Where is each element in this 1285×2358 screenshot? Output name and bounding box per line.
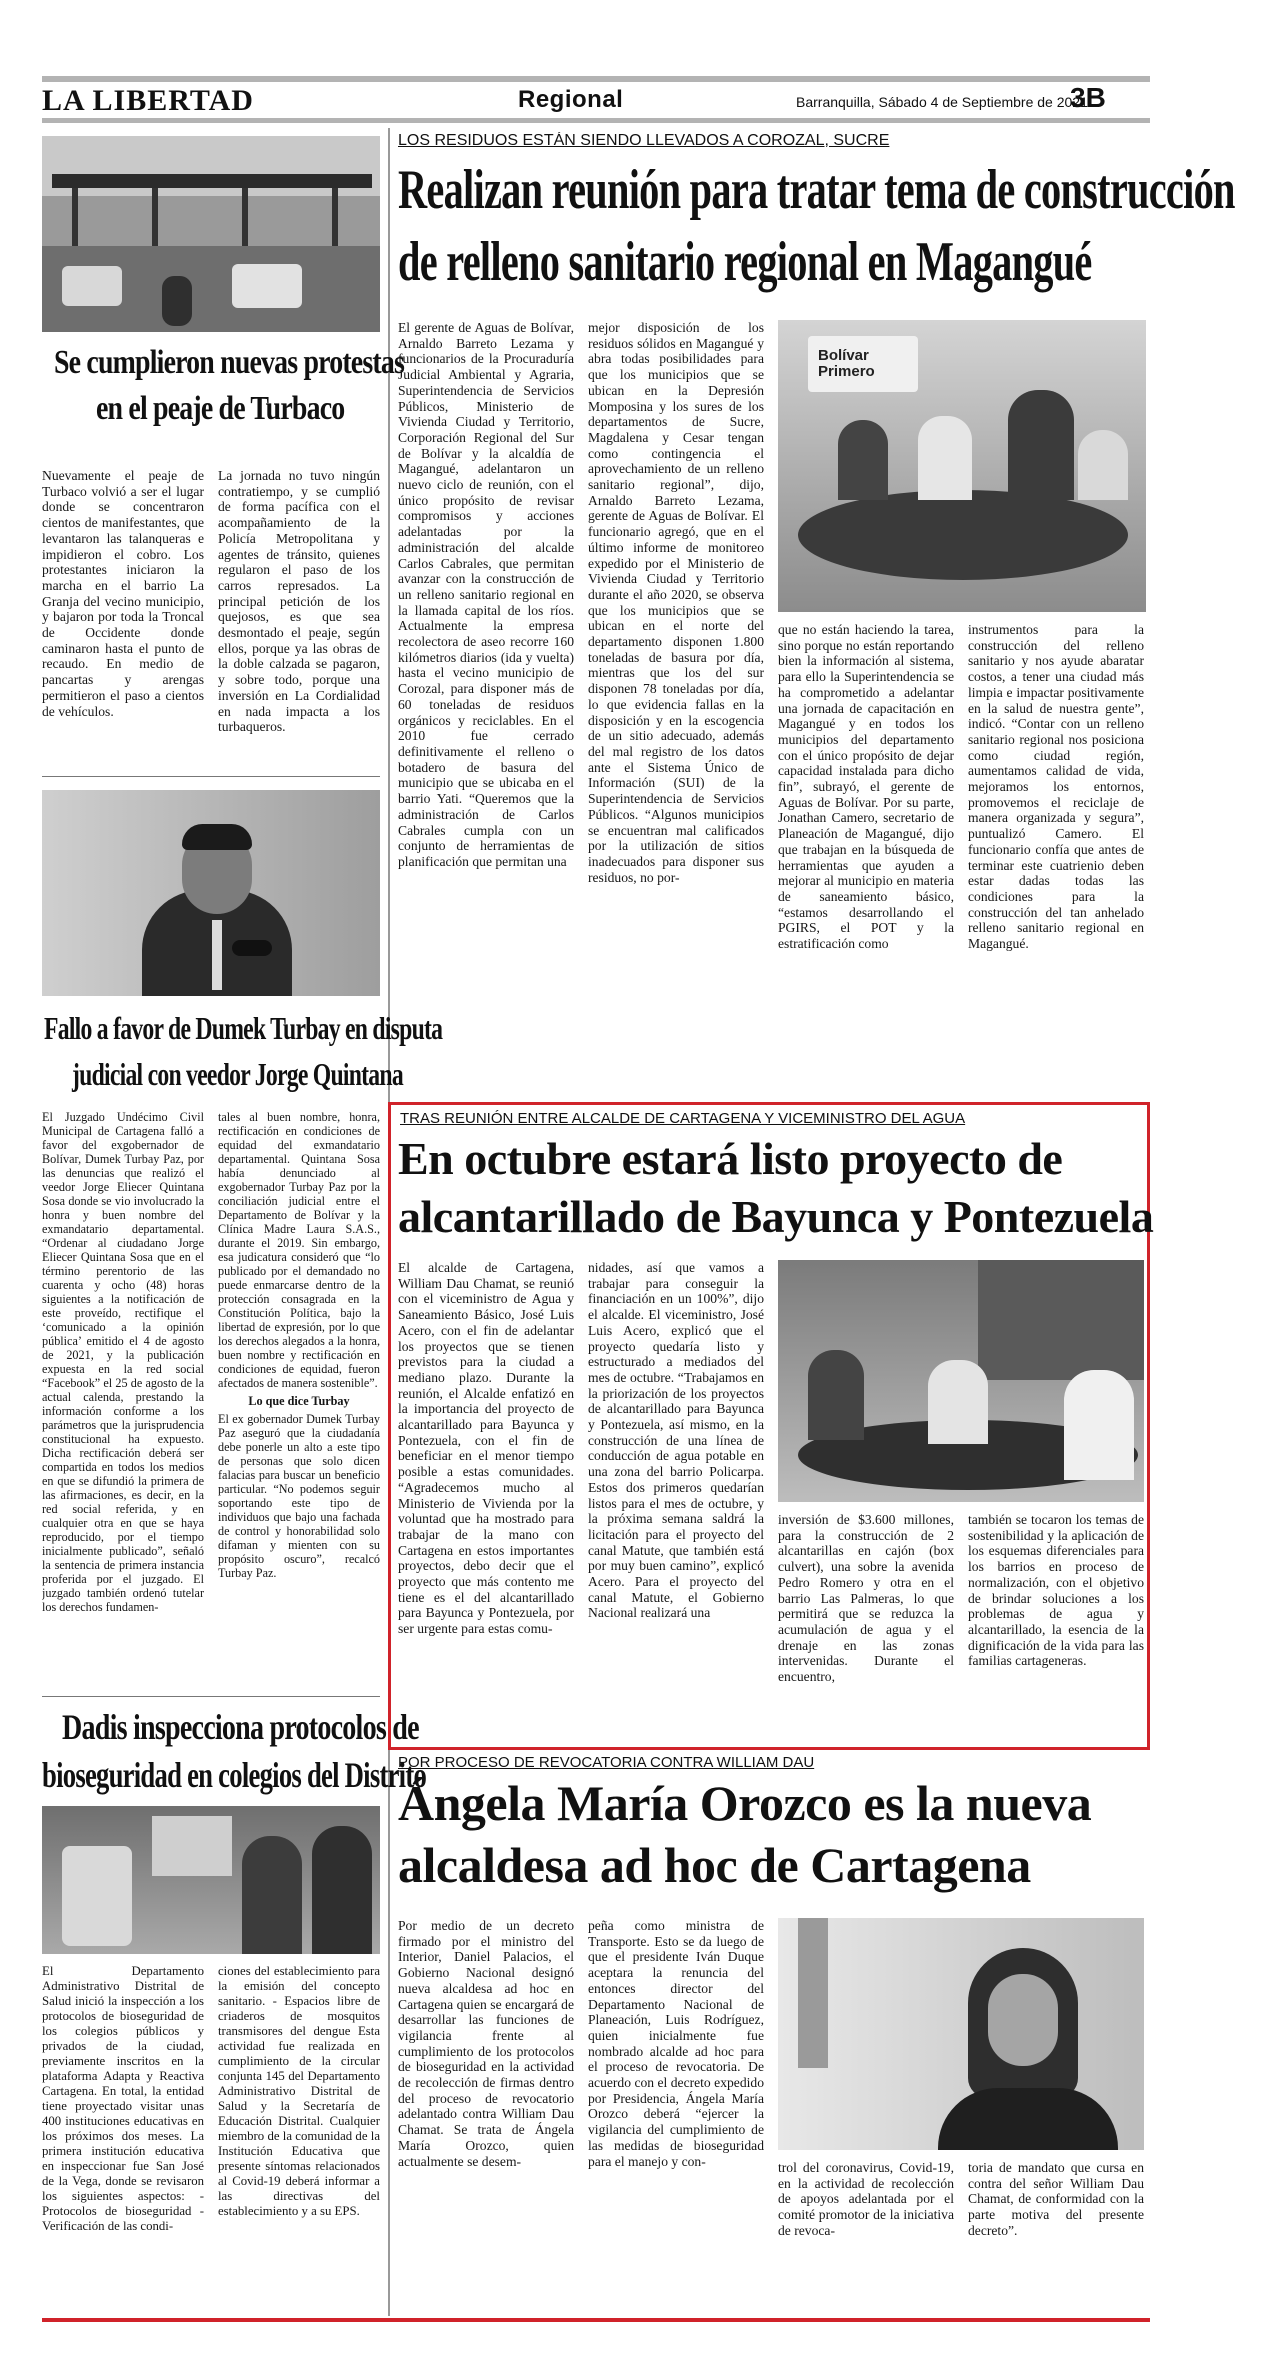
angela-column-1: Por medio de un decreto firmado por el ministro del Interior, Daniel Palacios, el Gobierno Nacional designó nueva alcaldesa ad hoc en Cartagena quien se encargará de desarrollar las funciones de vigilancia frente al cumplimiento de los protocolos de bioseguridad en la actividad de recolección de firmas dentro del proceso de revocatorio adelantado contra William Dau Chamat. Se trata de Ángela María Orozco, quien actualmente se desem- — [398, 1918, 574, 2169]
dadis-headline-line2: bioseguridad en colegios del Distrito — [42, 1755, 427, 1795]
angela-headline-line2: alcaldesa ad hoc de Cartagena — [398, 1837, 1031, 1893]
alcalde-viceministro-meeting-photo — [778, 1260, 1144, 1502]
bayunca-headline-line2: alcantarillado de Bayunca y Pontezuela — [398, 1191, 1154, 1242]
bayunca-kicker: TRAS REUNIÓN ENTRE ALCALDE DE CARTAGENA Y VICEMINISTRO DEL AGUA — [400, 1110, 966, 1127]
dumek-subhead: Lo que dice Turbay — [248, 1394, 350, 1408]
relleno-kicker: LOS RESIDUOS ESTÁN SIENDO LLEVADOS A COROZAL, SUCRE — [398, 132, 890, 149]
dateline: Barranquilla, Sábado 4 de Septiembre de 2021 — [796, 94, 1088, 110]
bayunca-column-4: también se tocaron los temas de sostenibilidad y la aplicación de los esquemas diferenciales para los barrios en proceso de normalización, con el objetivo de brindar soluciones a los problemas de agua y alcantarillado, la esencia de la dignificación de la vida para las familias cartageneras. — [968, 1512, 1144, 1669]
angela-column-3: trol del coronavirus, Covid-19, en la actividad de recolección de apoyos adelantada por el comité promotor de la iniciativa de revoca- — [778, 2160, 954, 2238]
angela-column-2: peña como ministra de Transporte. Esto se da luego de que el presidente Iván Duque aceptara la renuncia del entonces director del Departamento Nacional de Planeación, Luis Rodríguez, quien inicialmente fue nombrado alcalde ad hoc para el proceso de revocatoria. De acuerdo con el decreto expedido por Presidencia, Ángela María Orozco deberá “ejercer la vigilancia del cumplimiento de las medidas de bioseguridad para el manejo y con- — [588, 1918, 764, 2169]
relleno-column-3: que no están haciendo la tarea, sino porque no están reportando bien la información al sistema, para ello la Superintendencia se ha comprometido a adelantar una jornada de capacitación en Magangué y en todos los municipios del departamento con el único propósito de dejar capacidad instalada para dicho fin”, subrayó, el gerente de Aguas de Bolívar. Por su parte, Jonathan Camero, secretario de Planeación de Magangué, dijo que trabajan en la búsqueda de herramientas que ayuden a mejorar al municipio en materia de saneamiento básico, “estamos desarrollando el PGIRS, el POT y la estratificación como — [778, 622, 954, 952]
masthead: LA LIBERTAD — [42, 84, 254, 117]
angela-kicker: POR PROCESO DE REVOCATORIA CONTRA WILLIAM DAU — [398, 1754, 815, 1771]
toll-booth-photo — [42, 136, 380, 332]
turbaco-headline-line2: en el peaje de Turbaco — [96, 390, 345, 427]
angela-maria-orozco-photo — [778, 1918, 1144, 2150]
turbaco-column-1: Nuevamente el peaje de Turbaco volvió a ser el lugar donde se concentraron cientos de manifestantes, que levantaron las talanqueras e impidieron el cobro. Los protestantes iniciaron la marcha en el barrio La Granja del vecino municipio, y bajaron por toda la Troncal de Occidente donde caminaron hasta el punto de recaudo. En medio de pancartas y arengas permitieron el paso a cientos de vehículos. — [42, 468, 204, 719]
relleno-column-2: mejor disposición de los residuos sólidos en Magangué y abra todas posibilidades para que los municipios que se ubican en la Depresión Momposina y los sures de los departamentos de Sucre, Magdalena y Cesar tengan como contingencia el aprovechamiento de un relleno sanitario regional”, dijo, Arnaldo Barreto Lezama, gerente de Aguas de Bolívar. El funcionario agregó, que en el último informe de monitoreo expedido por el Ministerio de Vivienda Ciudad y Territorio durante el año 2020, se observa que los municipios que se ubican en el norte del departamento disponen 1.800 toneladas de basura por día, mientras que los del sur disponen 78 toneladas por día, lo que evidencia fallas en la disposición y en la escogencia de un sitio adecuado, además del mal registro de los datos ante el Sistema Único de Información (SUI) de la Superintendencia de Servicios Públicos. “Algunos municipios se encuentran mal calificados por la utilización de sitios inadecuados para disponer sus residuos, no por- — [588, 320, 764, 885]
section-divider — [42, 776, 380, 777]
dumek-column-2b: El ex gobernador Dumek Turbay Paz aseguró que la ciudadanía debe ponerle un alto a este tipo de personas que solo dicen falacias para buscar un beneficio particular. “No podemos seguir soportando este tipo de individuos que bajo una fachada de control y honorabilidad solo difaman y mienten con su propósito oscuro”, recalcó Turbay Paz. — [218, 1412, 380, 1580]
header-bottom-rule — [42, 118, 1150, 123]
dumek-column-1: El Juzgado Undécimo Civil Municipal de Cartagena falló a favor del exgobernador de Bolívar, Dumek Turbay Paz, por las denuncias que realizó el veedor Jorge Eliecer Quintana Sosa donde se vio involucrado la honra y buen nombre del exmandatario departamental. “Ordenar al ciudadano Jorge Eliecer Quintana Sosa que en el término perentorio de las cuarenta y ocho (48) horas siguientes a la notificación de este proveído, rectifique el ‘comunicado a la opinión pública’ emitido el 4 de agosto de 2021, y la publicación expuesta en la red social “Facebook” el 25 de agosto de la actual calenda, prestando la información conforme a los parámetros que la jurisprudencia constitucional ha expuesto. Dicha rectificación deberá ser compartida en todos los medios en que se difundió la primera de las afirmaciones, es decir, en la red social referida, y en cualquier otra en que se haya reproducido, por el tiempo inicialmente publicado”, señaló la sentencia de primera instancia proferida por el juzgado. El juzgado también ordenó tutelar los derechos fundamen- — [42, 1110, 204, 1614]
meeting-magangue-photo — [778, 320, 1146, 612]
dumek-headline-line2: judicial con veedor Jorge Quintana — [72, 1056, 403, 1092]
dadis-column-2: ciones del establecimiento para la emisión del concepto sanitario. - Espacios libre de criaderos de mosquitos transmisores del dengue Esta actividad fue realizada en cumplimiento de la circular conjunta 145 del Departamento Administrativo Distrital de Salud y la Secretaría de Educación Distrital. Cualquier miembro de la comunidad de la Institución Educativa que presente síntomas relacionados al Covid-19 deberá informar a las directivas del establecimiento y a su EPS. — [218, 1964, 380, 2218]
dumek-headline-line1: Fallo a favor de Dumek Turbay en disputa — [44, 1010, 443, 1046]
bayunca-headline-line1: En octubre estará listo proyecto de — [398, 1133, 1063, 1184]
section-divider — [42, 1696, 380, 1697]
dadis-headline-line1: Dadis inspecciona protocolos de — [62, 1707, 419, 1747]
angela-column-4: toria de mandato que cursa en contra del señor William Dau Chamat, de conformidad con la parte motiva del presente decreto”. — [968, 2160, 1144, 2238]
dumek-turbay-photo — [42, 790, 380, 996]
section-name: Regional — [518, 86, 624, 113]
dadis-column-1: El Departamento Administrativo Distrital de Salud inició la inspección a los protocolos de bioseguridad de los colegios públicos y privados de la ciudad, previamente inscritos en la plataforma Adapta y Reactiva Cartagena. En total, la entidad tiene proyectado visitar unas 400 instituciones educativas en los próximos dos meses. La primera institución educativa en inspeccionar fue San José de la Vega, donde se revisaron los siguientes aspectos: - Protocolos de bioseguridad - Verificación de las condi- — [42, 1964, 204, 2233]
turbaco-column-2: La jornada no tuvo ningún contratiempo, y se cumplió de forma pacífica con el acompañamiento de la Policía Metropolitana y agentes de tránsito, quienes regularon el paso de los carros represados. La principal petición de los quejosos, es que sea desmontado el peaje, según ellos, porque ya las obras de la doble calzada se pagaron, y sobre todo, porque una inversión en La Cordialidad en nada impacta a los turbaqueros. — [218, 468, 380, 735]
bottom-rule — [42, 2318, 1150, 2322]
relleno-headline-line1: Realizan reunión para tratar tema de construcción — [398, 159, 1235, 221]
dumek-column-2 — [218, 1110, 380, 1680]
bayunca-column-2: nidades, así que vamos a trabajar para conseguir la financiación en un 100%”, dijo el alcalde. El viceministro, José Luis Acero, explicó que el proyecto quedaría listo y estructurado a mediados del mes de octubre. “Trabajamos en la priorización de los proyectos de alcantarillado para Bayunca y Pontezuela, así mismo, en la construcción de una línea de conducción de agua potable en una zona del barrio Policarpa. Estos dos primeros quedarían listos para el mes de octubre, y la próxima semana saldrá la licitación para el proyecto del canal Matute, que también está por muy buen camino”, explicó Acero. Para el proyecto del canal Matute, el Gobierno Nacional realizará una — [588, 1260, 764, 1621]
relleno-headline-line2: de relleno sanitario regional en Magangué — [398, 231, 1092, 293]
relleno-column-4: instrumentos para la construcción del relleno sanitario y nos ayude abaratar costos, a tener una ciudad más limpia e impactar positivamente en la salud de nuestra gente”, indicó. “Contar con un relleno sanitario regional nos posiciona como ciudad región, aumentamos calidad de vida, mejoramos los entornos, promovemos el reciclaje de manera organizada y segura”, puntualizó Camero. El funcionario confía que antes de terminar este cuatrienio deben estar dadas todas las condiciones para la construcción del tan anhelado relleno sanitario regional en Magangué. — [968, 622, 1144, 952]
turbaco-headline-line1: Se cumplieron nuevas protestas — [54, 344, 404, 381]
bayunca-column-1: El alcalde de Cartagena, William Dau Chamat, se reunió con el viceministro de Agua y Saneamiento Básico, José Luis Acero, con el fin de adelantar los proyectos que se tienen previstos para la ciudad a mediano plazo. Durante la reunión, el Alcalde enfatizó en la importancia del proyecto de alcantarillado para Bayunca y Pontezuela, con el fin de beneficiar en el menor tiempo posible a estas comunidades. “Agradecemos mucho al Ministerio de Vivienda por la voluntad que ha mostrado para trabajar de la mano con Cartagena en estos importantes proyectos, debo decir que el proyecto que más contento me tiene es el del alcantarillado para Bayunca y Pontezuela, por ser urgente para estas comu- — [398, 1260, 574, 1637]
photo-sign-text: Bolívar Primero — [818, 347, 875, 380]
school-inspection-photo — [42, 1806, 380, 1954]
dumek-column-2a: tales al buen nombre, honra, rectificación en condiciones de equidad del exmandatario departamental. Quintana Sosa había denunciado al exgobernador Turbay Paz por la conciliación judicial entre el Departamento de Bolívar y la Clínica Madre Laura S.A.S., durante el 2019. Sin embargo, esa judicatura consideró que “lo publicado por el demandado no puede enmarcarse dentro de la protección consagrada en la Constitución Política, bajo la libertad de expresión, por lo que los derechos alegados a la honra, buen nombre y rectificación en condiciones de equidad, fueron afectados de manera sostenible”. — [218, 1110, 380, 1390]
bayunca-column-3: inversión de $3.600 millones, para la construcción de 2 alcantarillas en cajón (box culvert), una sobre la avenida Pedro Romero y otra en el barrio Las Palmeras, lo que permitirá que se reduzca la acumulación de agua y el drenaje en las zonas intervenidas. Durante el encuentro, — [778, 1512, 954, 1685]
header-top-rule — [42, 76, 1150, 82]
relleno-column-1: El gerente de Aguas de Bolívar, Arnaldo Barreto Lezama y funcionarios de la Procuraduría Judicial Ambiental y Agraria, Superintendencia de Servicios Públicos, Ministerio de Vivienda Ciudad y Territorio, Corporación Regional del Sur de Bolívar y la alcaldía de Magangué, adelantaron un nuevo ciclo de reunión, con el único propósito de revisar compromisos y acciones adelantadas por la administración del alcalde Carlos Cabrales, que permitan avanzar con la construcción de un relleno sanitario regional en la llamada capital de los ríos. Actualmente la empresa recolectora de aseo recorre 160 kilómetros diarios (ida y vuelta) hasta el vecino municipio de Corozal, para disponer más de 60 toneladas de residuos orgánicos y reciclables. En el 2010 fue cerrado definitivamente el relleno o botadero de basura del municipio que se ubicaba en el barrio Yati. “Queremos que la administración de Carlos Cabrales cumpla con un conjunto de herramientas de planificación que permitan una — [398, 320, 574, 869]
angela-headline-line1: Ángela María Orozco es la nueva — [398, 1775, 1092, 1831]
page-number: 3B — [1070, 82, 1106, 113]
